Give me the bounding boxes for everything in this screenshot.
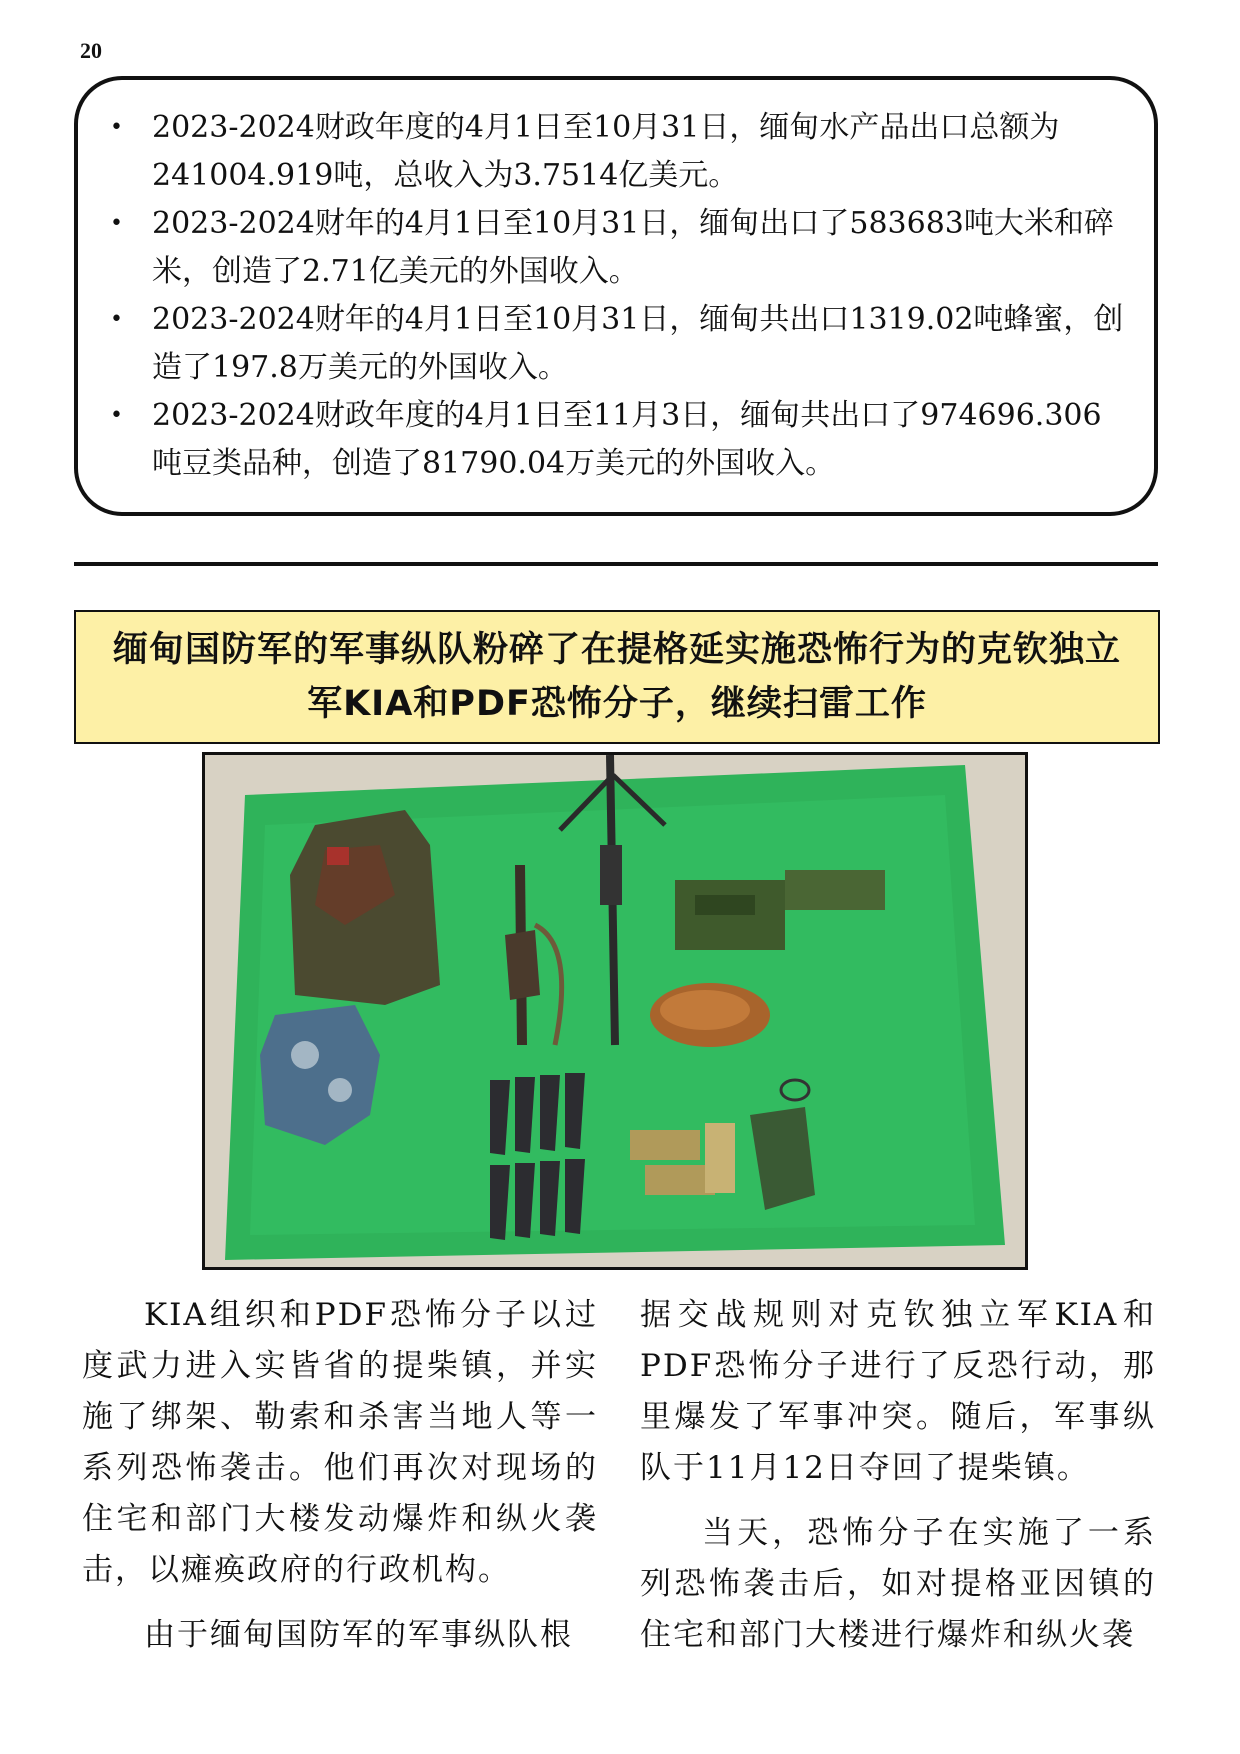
ammo-clip: [630, 1130, 700, 1160]
article-column-right: [640, 1290, 1156, 1675]
section-divider: [74, 562, 1158, 566]
ammo-clip: [705, 1123, 735, 1193]
export-summary-list: [104, 104, 1128, 488]
headline-line-1: 缅甸国防军的军事纵队粉碎了在提格延实施恐怖行为的克钦独立: [112, 630, 1121, 670]
bullet-icon: •: [110, 115, 123, 140]
summary-item: [104, 104, 1128, 200]
article-paragraph: 据交战规则对克钦独立军KIA和PDF恐怖分子进行了反恐行动，那里爆发了军事冲突。随后，军事纵队于11月12日夺回了提柴镇。: [640, 1297, 1156, 1486]
ammo-clip: [645, 1165, 715, 1195]
cloth-pattern: [291, 1041, 319, 1069]
summary-item-text: 2023-2024财政年度的4月1日至11月3日，缅甸共出口了974696.306吨豆类品种，创造了81790.04万美元的外国收入。: [152, 398, 1102, 481]
bullet-icon: •: [110, 211, 123, 236]
summary-item: [104, 296, 1128, 392]
cloth-pattern: [328, 1078, 352, 1102]
summary-item-text: 2023-2024财政年度的4月1日至10月31日，缅甸水产品出口总额为241004.919吨，总收入为3.7514亿美元。: [152, 110, 1060, 193]
bullet-icon: •: [110, 403, 123, 428]
bullet-icon: •: [110, 307, 123, 332]
bullet-pile-highlight: [660, 990, 750, 1030]
machine-gun-body: [600, 845, 622, 905]
article-paragraph: KIA组织和PDF恐怖分子以过度武力进入实皆省的提柴镇，并实施了绑架、勒索和杀害当地人等一系列恐怖袭击。他们再次对现场的住宅和部门大楼发动爆炸和纵火袭击，以瘫痪政府的行政机构。: [82, 1297, 598, 1588]
export-summary-box: [74, 76, 1158, 516]
article-paragraph: 当天，恐怖分子在实施了一系列恐怖袭击后，如对提格亚因镇的住宅和部门大楼进行爆炸和纵火袭: [640, 1515, 1156, 1653]
ammo-box-label: [695, 895, 755, 915]
article-paragraph: 由于缅甸国防军的军事纵队根: [144, 1617, 573, 1653]
uniform-flag-patch: [327, 847, 349, 865]
summary-item-text: 2023-2024财年的4月1日至10月31日，缅甸共出口1319.02吨蜂蜜，创造了197.8万美元的外国收入。: [152, 302, 1124, 385]
ammo-box-lid: [785, 870, 885, 910]
summary-item: [104, 392, 1128, 488]
page-number: 20: [80, 38, 102, 63]
rifle-body: [505, 930, 540, 1000]
seized-weapons-photo: [202, 752, 1028, 1270]
article-headline: [74, 610, 1160, 744]
summary-item-text: 2023-2024财年的4月1日至10月31日，缅甸出口了583683吨大米和碎米，创造了2.71亿美元的外国收入。: [152, 206, 1114, 289]
summary-item: [104, 200, 1128, 296]
article-column-left: [82, 1290, 598, 1675]
seized-weapons-illustration: [205, 755, 1025, 1267]
headline-line-2: 军KIA和PDF恐怖分子，继续扫雷工作: [307, 684, 927, 724]
